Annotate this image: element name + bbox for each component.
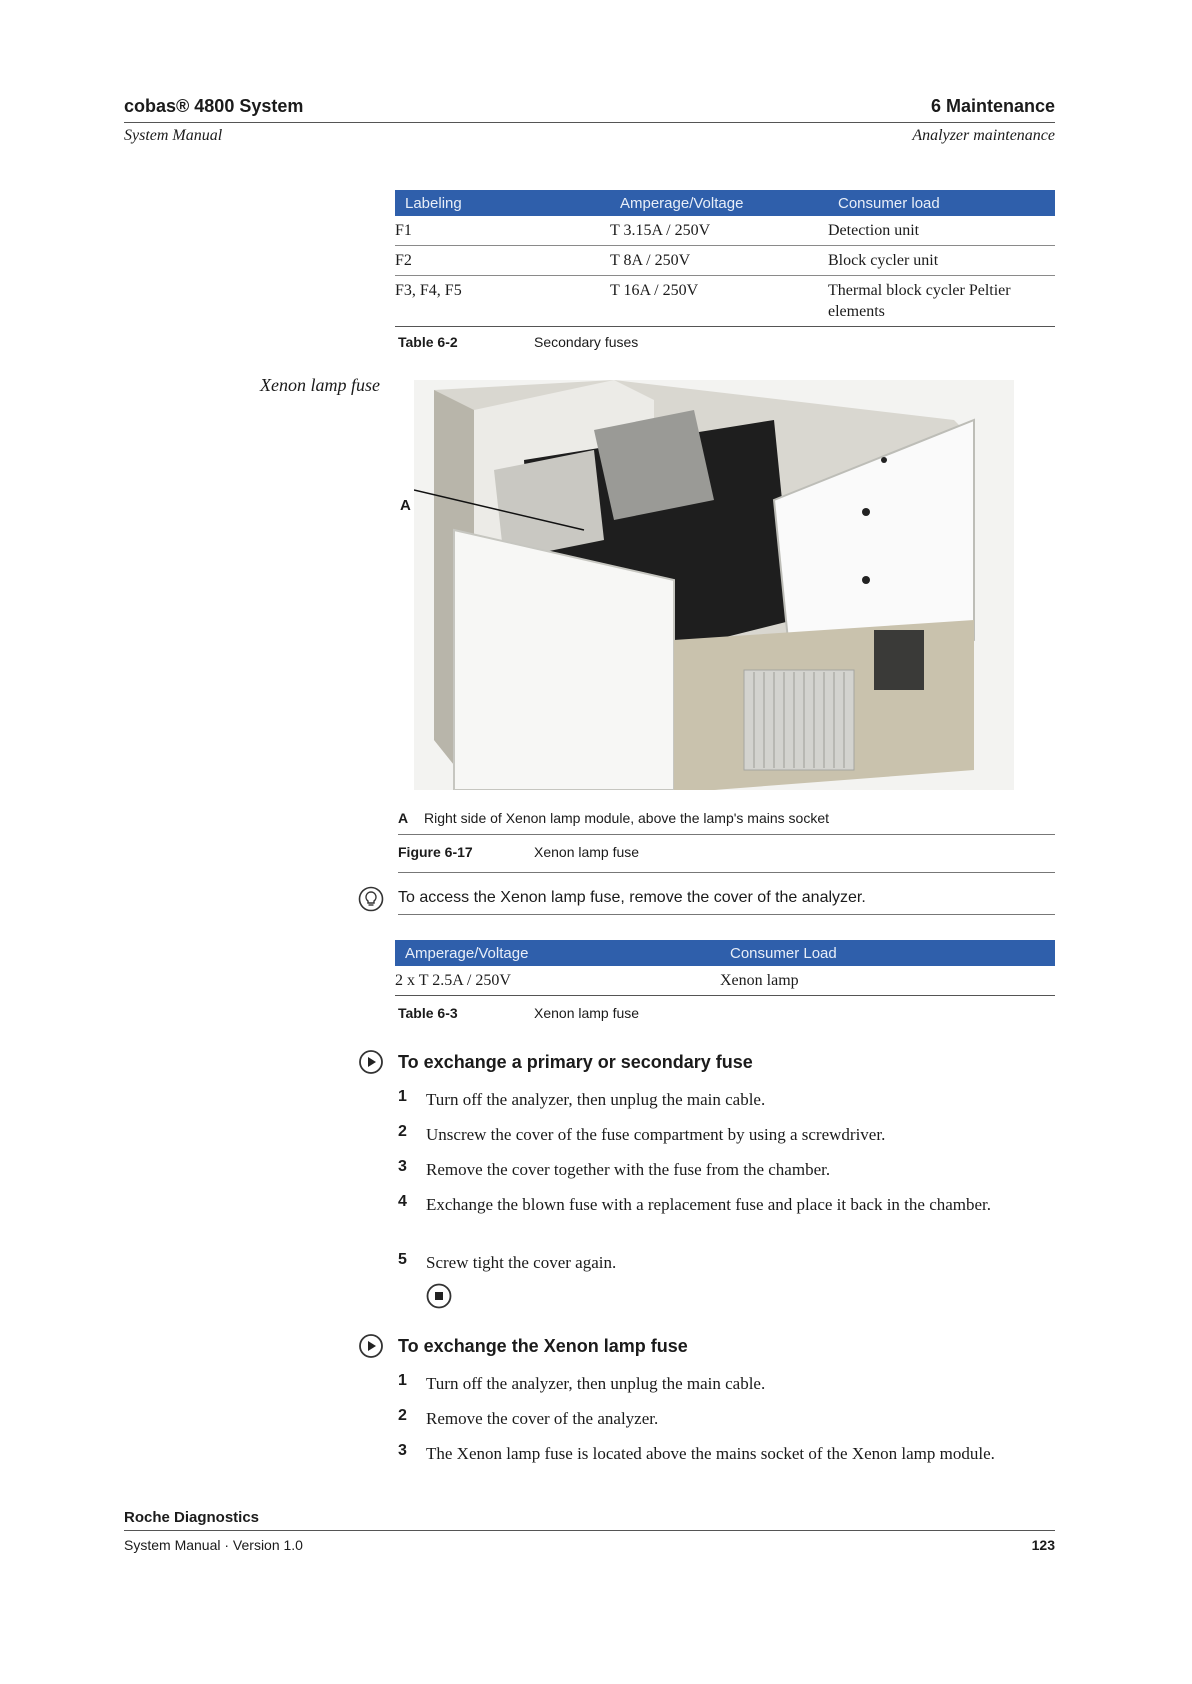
table-row [395, 216, 1055, 246]
step-text: Screw tight the cover again. [426, 1253, 617, 1272]
step-text: The Xenon lamp fuse is located above the mains socket of the Xenon lamp module. [426, 1444, 995, 1463]
figure-legend-text: Right side of Xenon lamp module, above the lamp's mains socket [424, 810, 830, 826]
table-cell: Block cycler unit [828, 252, 939, 269]
step-number: 3 [398, 1442, 407, 1459]
figure-legend-key: A [398, 810, 409, 826]
table-cell: T 16A / 250V [610, 282, 699, 299]
table-cell: F1 [395, 222, 412, 239]
column-header: Labeling [405, 194, 462, 212]
table-caption-label: Table 6-3 [398, 1005, 458, 1021]
table-caption-text: Xenon lamp fuse [534, 1005, 640, 1021]
analyzer-photo [414, 380, 1014, 790]
column-header: Consumer load [838, 194, 940, 212]
table-cell: F2 [395, 252, 412, 269]
figure-caption [398, 844, 998, 864]
table-row [395, 966, 1055, 996]
step-number: 5 [398, 1251, 407, 1268]
procedure-title: To exchange a primary or secondary fuse [398, 1052, 753, 1072]
table-cell: T 3.15A / 250V [610, 222, 711, 239]
step-number: 4 [398, 1193, 407, 1210]
table-row [395, 276, 1055, 327]
table-header [395, 190, 1055, 216]
figure-caption-text: Xenon lamp fuse [534, 844, 640, 860]
analyzer-illustration [414, 380, 1014, 790]
xenon-lamp-fuse-table [395, 940, 1055, 996]
table-caption-label: Table 6-2 [398, 334, 458, 350]
step-text: Exchange the blown fuse with a replacement fuse and place it back in the chamber. [426, 1195, 992, 1214]
note-text: To access the Xenon lamp fuse, remove the cover of the analyzer. [398, 889, 866, 906]
figure-callout-a: A [400, 497, 411, 514]
secondary-fuses-table [395, 190, 1055, 327]
figure-legend-rule [398, 834, 1055, 835]
step-number: 2 [398, 1407, 407, 1424]
procedure-title: To exchange the Xenon lamp fuse [398, 1336, 688, 1356]
page-number: 123 [1031, 1537, 1055, 1553]
header-section-subtitle: Analyzer maintenance [912, 127, 1055, 144]
figure-caption-label: Figure 6-17 [398, 844, 473, 860]
step-text: Unscrew the cover of the fuse compartment by using a screwdriver. [426, 1125, 886, 1144]
table-cell: Detection unit [828, 222, 920, 239]
step-text: Remove the cover together with the fuse from the chamber. [426, 1160, 831, 1179]
procedure-step [398, 1123, 1038, 1147]
figure-caption-rule [398, 872, 1055, 873]
procedure-end-icon [426, 1283, 452, 1314]
step-number: 3 [398, 1158, 407, 1175]
footer-rule [124, 1530, 1055, 1531]
procedure-step [398, 1193, 1038, 1241]
table-row [395, 246, 1055, 276]
table-caption [398, 1005, 998, 1025]
procedure-step [398, 1442, 1038, 1490]
step-number: 2 [398, 1123, 407, 1140]
procedure-step [398, 1251, 1038, 1275]
margin-label: Xenon lamp fuse [260, 375, 380, 395]
column-header: Amperage/Voltage [620, 194, 744, 212]
table-caption [398, 334, 998, 354]
table-cell: Xenon lamp [720, 972, 799, 989]
table-cell: F3, F4, F5 [395, 282, 462, 299]
procedure-step [398, 1158, 1038, 1182]
table-cell: T 8A / 250V [610, 252, 691, 269]
table-cell: Thermal block cycler Peltier elements [828, 282, 1011, 320]
header-manual-subtitle: System Manual [124, 127, 223, 144]
step-text: Turn off the analyzer, then unplug the main cable. [426, 1090, 766, 1109]
table-cell: 2 x T 2.5A / 250V [395, 972, 511, 989]
header-product-title: cobas® 4800 System [124, 96, 304, 116]
table-caption-text: Secondary fuses [534, 334, 639, 350]
step-text: Turn off the analyzer, then unplug the main cable. [426, 1374, 766, 1393]
column-header: Consumer Load [730, 944, 837, 962]
procedure-step [398, 1407, 1038, 1431]
footer-version: System Manual · Version 1.0 [124, 1537, 303, 1553]
footer-company: Roche Diagnostics [124, 1509, 260, 1526]
header-rule [124, 122, 1055, 123]
procedure-step [398, 1372, 1038, 1396]
column-header: Amperage/Voltage [405, 944, 529, 962]
procedure-start-icon [359, 1334, 383, 1363]
header-chapter-title: 6 Maintenance [930, 96, 1055, 116]
step-text: Remove the cover of the analyzer. [426, 1409, 659, 1428]
figure-legend [398, 810, 829, 826]
procedure-start-icon [359, 1050, 383, 1079]
note-rule [398, 914, 1055, 915]
step-number: 1 [398, 1088, 407, 1105]
procedure-step [398, 1088, 1038, 1112]
table-header [395, 940, 1055, 966]
lightbulb-icon [358, 886, 384, 912]
step-number: 1 [398, 1372, 407, 1389]
